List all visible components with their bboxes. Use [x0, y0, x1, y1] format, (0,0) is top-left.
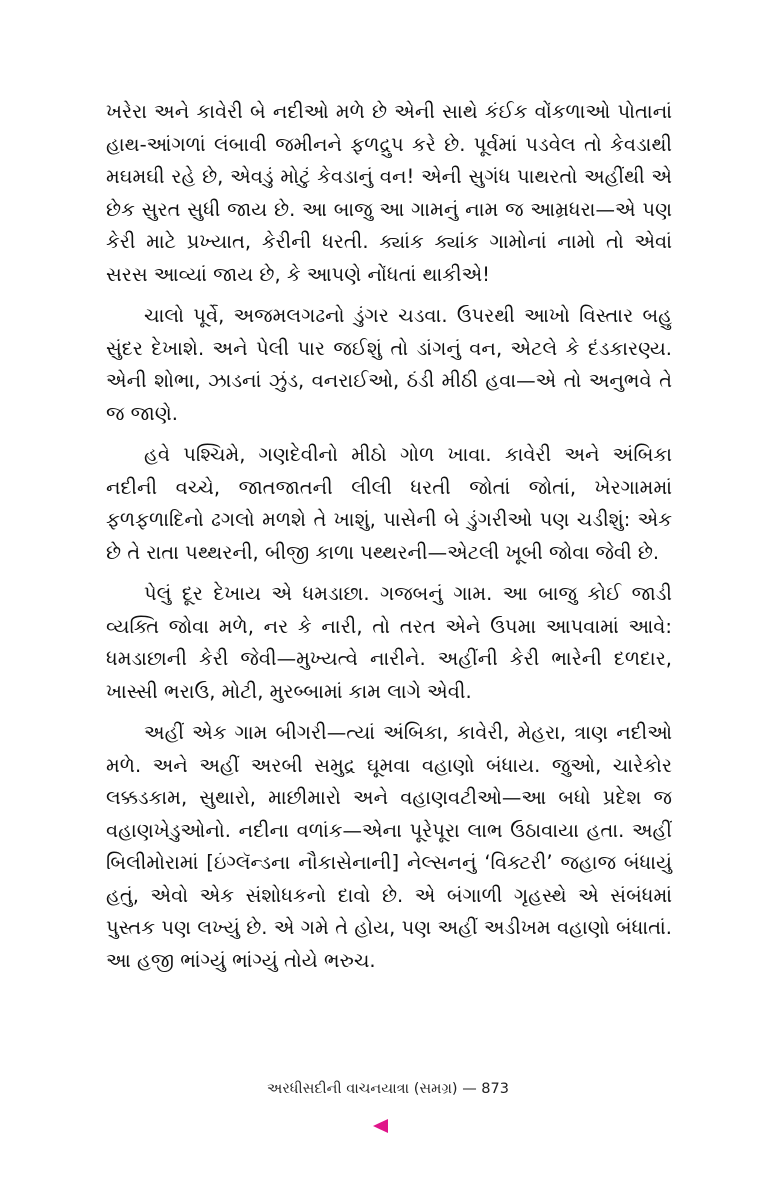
paragraph-4: પેલું દૂર દેખાય એ ધમડાછા. ગજબનું ગામ. આ બાજુ કોઈ જાડી વ્યક્તિ જોવા મળે, નર કે નારી, તો તરત એને ઉપમા આપવામાં આવે: ધમડાછાની કેરી જેવી—મુખ્યત્વે નારીને. અહીંની કેરી ભારેની દળદાર, ખાસ્સી ભરાઉ, મોટી, મુરબ્બામાં કામ લાગે એવી. [106, 582, 672, 703]
page-footer: અરધીસદીની વાચનયાત્રા (સમગ્ર) — 873 [267, 1081, 509, 1097]
paragraph-1: ખરેરા અને કાવેરી બે નદીઓ મળે છે એની સાથે કંઈક વોંકળાઓ પોતાનાં હાથ-આંગળાં લંબાવી જમીનને ફળદ્રુપ કરે છે. પૂર્વમાં પડવેલ તો કેવડાથી મઘમઘી રહે છે, એવડું મોટું કેવડાનું વન! એની સુગંધ પાથરતો અહીંથી એ છેક સુરત સુધી જાય છે. આ બાજુ આ ગામનું નામ જ આમ્રધરા—એ પણ કેરી માટે પ્રખ્યાત, કેરીની ધરતી. ક્યાંક ક્યાંક ગામોનાં નામો તો એવાં સરસ આવ્યાં જાય છે, કે આપણે નોંધતાં થાકીએ! [106, 100, 672, 286]
paragraph-5: અહીં એક ગામ બીગરી—ત્યાં અંબિકા, કાવેરી, મેહરા, ત્રાણ નદીઓ મળે. અને અહીં અરબી સમુદ્ર ઘૂમવા વહાણો બંધાય. જુઓ, ચારેકોર લક્કડકામ, સુથારો, માછીમારો અને વહાણવટીઓ—આ બધો પ્રદેશ જ વહાણખેડુઓનો. નદીના વળાંક—એના પૂરેપૂરા લાભ ઉઠાવાયા હતા. અહીં બિલીમોરામાં [ઇંગ્લૅન્ડના નૌકાસેનાની] નેલ્સનનું ‘વિક્ટરી’ જહાજ બંધાયું હતું, એવો એક સંશોધકનો દાવો છે. એ બંગાળી ગૃહસ્થે એ સંબંધમાં પુસ્તક પણ લખ્યું છે. એ ગમે તે હોય, પણ અહીં અડીખમ વહાણો બંધાતાં. આ હજી ભાંગ્યું ભાંગ્યું તોયે ભરુચ. [106, 721, 672, 972]
paragraph-3: હવે પશ્ચિમે, ગણદેવીનો મીઠો ગોળ ખાવા. કાવેરી અને અંબિકા નદીની વચ્ચે, જાતજાતની લીલી ધરતી જોતાં જોતાં, ખેરગામમાં ફળફળાદિનો ઢગલો મળશે તે ખાશું, પાસેની બે ડુંગરીઓ પણ ચડીશું: એક છે તે રાતા પથ્થરની, બીજી કાળા પથ્થરની—એટલી ખૂબી જોવા જેવી છે. [106, 443, 672, 564]
body-text [106, 96, 672, 986]
paragraph-2: ચાલો પૂર્વે, અજમલગઢનો ડુંગર ચડવા. ઉપરથી આખો વિસ્તાર બહુ સુંદર દેખાશે. અને પેલી પાર જઈશું તો ડાંગનું વન, એટલે કે દંડકારણ્ય. એની શોભા, ઝાડનાં ઝુંડ, વનરાઈઓ, ઠંડી મીઠી હવા—એ તો અનુભવે તે જ જાણે. [106, 304, 672, 425]
previous-page-arrow-icon[interactable] [373, 1119, 388, 1133]
